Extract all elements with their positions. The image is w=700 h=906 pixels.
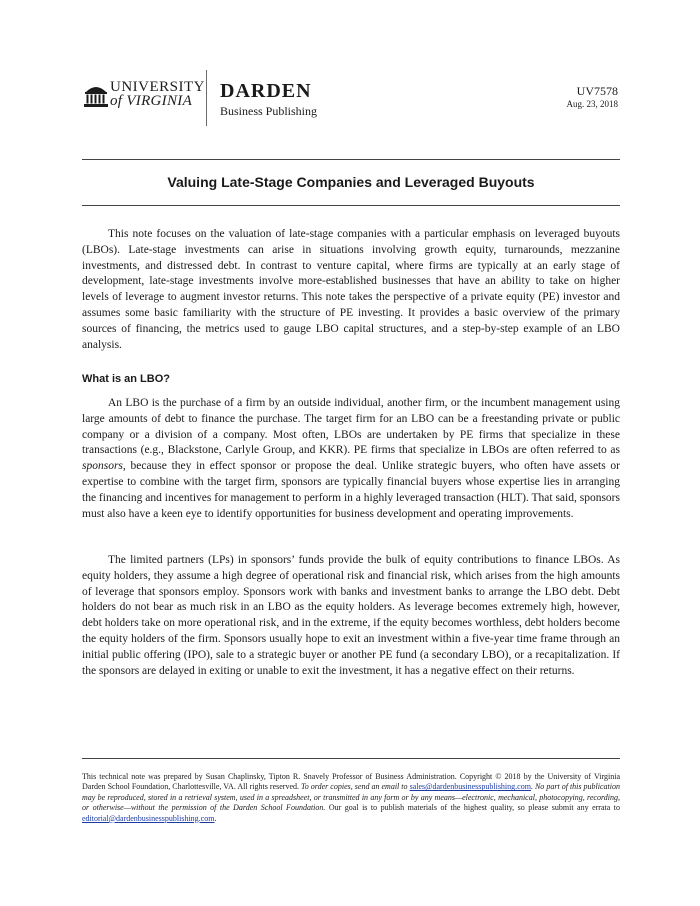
darden-name bbox=[220, 80, 317, 118]
case-id: UV7578 bbox=[576, 84, 618, 98]
title-rule-bottom bbox=[82, 205, 620, 206]
footnote-part5: . bbox=[214, 813, 217, 823]
rotunda-icon bbox=[84, 82, 108, 108]
footnote-part3: . No part of this publication may be reproduced, stored in a retrieval system, used in a spreadsheet, or transmitted in any form or by any means—electronic, mechanical, photocopying, recording, or otherwise—without the permission of the Darden School Foundation. bbox=[82, 782, 620, 813]
darden-line1: DARDEN bbox=[220, 80, 312, 102]
intro-paragraph bbox=[82, 227, 620, 353]
section-paragraph-1 bbox=[82, 396, 620, 522]
document-title: Valuing Late-Stage Companies and Leveraged Buyouts bbox=[167, 174, 535, 190]
title-rule-top bbox=[82, 159, 620, 160]
section-heading: What is an LBO? bbox=[82, 373, 170, 385]
footnote-part1: This technical note was prepared by Susan Chaplinsky, Tipton R. Snavely Professor of Business Administration. Copyright © 2018 by the University of Virginia Darden School Foundation, Charlottesville, VA. All rights reserved. bbox=[82, 772, 620, 792]
case-code-block bbox=[567, 84, 619, 110]
logo-divider bbox=[206, 70, 207, 126]
footnote-rule bbox=[82, 758, 620, 759]
university-line2: of VIRGINIA bbox=[110, 93, 193, 109]
sales-email-link[interactable]: sales@dardenbusinesspublishing.com bbox=[409, 782, 531, 792]
paragraph-1-before: An LBO is the purchase of a firm by an outside individual, another firm, or the incumbent management using large amounts of debt to finance the purchase. The target firm for an LBO can be a freestanding private or public company or a division of a company. Most often, LBOs are undertaken by PE firms that specialize in these transactions (e.g., Blackstone, Carlyle Group, and KKR). PE firms that specialize in LBOs are often referred to as bbox=[82, 397, 620, 457]
footnote bbox=[82, 772, 620, 824]
university-line1: UNIVERSITY bbox=[110, 79, 205, 95]
footnote-part4: Our goal is to publish materials of the highest quality, so please submit any errata to bbox=[325, 803, 620, 813]
paragraph-1-text bbox=[82, 396, 620, 522]
darden-line2: Business Publishing bbox=[220, 104, 318, 118]
university-name bbox=[110, 80, 205, 108]
case-date: Aug. 23, 2018 bbox=[566, 99, 618, 109]
intro-text: This note focuses on the valuation of late-stage companies with a particular emphasis on leveraged buyouts (LBOs). Late-stage investments can arise in situations involving growth equity, turnarounds, mezzanine investments, and distressed debt. In contrast to venture capital, where firms are typically at an early stage of development, late-stage investments involve more-established businesses that have an ability to take on higher levels of leverage to augment investor returns. This note takes the perspective of a private equity (PE) investor and assumes some basic familiarity with the structure of PE investing. It provides a basic overview of the primary sources of financing, the metrics used to gauge LBO capital structures, and a step-by-step example of an LBO analysis. bbox=[82, 228, 620, 351]
paragraph-2-text: The limited partners (LPs) in sponsors’ funds provide the bulk of equity contributions to finance LBOs. As equity holders, they assume a high degree of operational risk and financial risk, which arises from the high amounts of leverage that sponsors employ. Sponsors work with banks and investment banks to arrange the LBO debt. Debt holders do not bear as much risk in an LBO as the equity holders. As leverage becomes extremely high, however, debt holders take on more operational risk, and in the extreme, if the equity becomes worthless, debt holders become the equity holders of the firm. Sponsors usually hope to exit an investment within a five-year time frame through an initial public offering (IPO), sale to a strategic buyer or another PE fund (a secondary LBO), or a recapitalization. If the sponsors are delayed in exiting or unable to exit the investment, it has a negative effect on their returns. bbox=[82, 554, 620, 677]
paragraph-1-emphasis: sponsors bbox=[82, 460, 123, 473]
footnote-part2: To order copies, send an email to bbox=[301, 782, 410, 792]
paragraph-1-after: , because they in effect sponsor or propose the deal. Unlike strategic buyers, who often have assets or expertise to combine with the target firm, sponsors are typically financial buyers whose expertise lies in arranging the financing and incentives for management to perform in a highly leveraged transaction (HLT). That said, sponsors must also have a keen eye to identify opportunities for business development and operating improvements. bbox=[82, 460, 620, 520]
editorial-email-link[interactable]: editorial@dardenbusinesspublishing.com bbox=[82, 813, 215, 823]
section-paragraph-2 bbox=[82, 553, 620, 679]
